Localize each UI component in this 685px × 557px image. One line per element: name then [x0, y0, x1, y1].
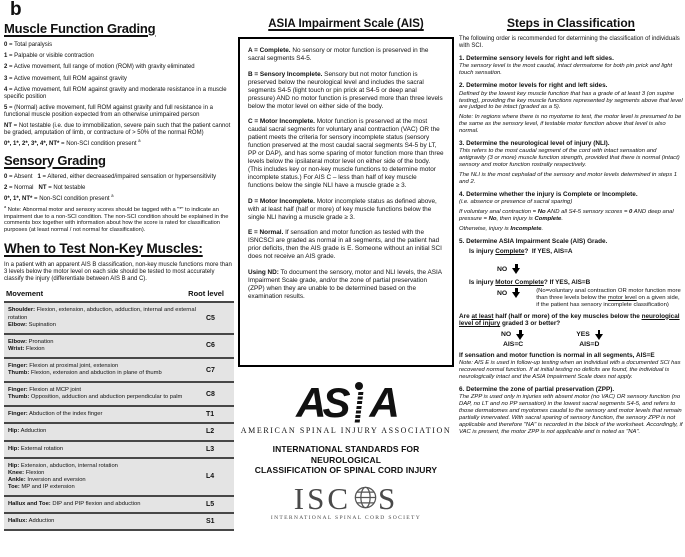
spine-figure-icon [354, 383, 365, 423]
table-row [4, 424, 234, 441]
step-paragraph: Defined by the lowest key muscle function that has a grade of at least 3 (on supine testing), providing the key muscle functions represented by segments above that level are judged to be intact (graded as a 5). [459, 90, 683, 111]
ais-d-result: AIS=D [579, 340, 600, 348]
step5-branches-row [501, 330, 683, 340]
step5-no2-note: (No=voluntary anal contraction OR motor function more than three levels below the motor level on a given side, if the patient has sensory incomplete classification) [536, 288, 681, 308]
asia-logo-letter-a: A [369, 379, 396, 426]
root-level-cell: C8 [206, 390, 215, 398]
root-level-cell: C5 [206, 314, 215, 322]
step-paragraph: Note: In regions where there is no myotome to test, the motor level is presumed to be the same as the sensory level, if testable motor function above that level is also normal. [459, 114, 682, 135]
movement-cell: Shoulder: Flexion, extension, abduction, adduction, internal and external rotation Elbow: Supination [8, 307, 196, 328]
movement-cell: Hip: Adduction [8, 428, 47, 435]
step6-body [459, 394, 683, 435]
muscle-grade-line: 1 = Palpable or visible contraction [4, 53, 94, 60]
root-level-cell: L3 [206, 445, 215, 453]
ais-grade-paragraph: C = Motor Incomplete. Motor function is preserved at the most caudal sacral segments for voluntary anal contraction (VAC) OR the patient meets the criteria for sensory incomplete status (sensory function preserved at the most caudal sacral segments S4-5 by LT, PP or DAP), and has some sparing of motor function more than three levels below the ipsilateral motor level on either side of the body. (This includes key or non-key muscle functions to determine motor incomplete status.) For AIS C – less than half of key muscle functions below the single NLI have a muscle grade ≥ 3. [248, 118, 444, 189]
down-arrow-icon [516, 330, 524, 340]
step-title: 3. Determine the neurological level of injury (NLI). [459, 140, 610, 148]
standards-line-1: INTERNATIONAL STANDARDS FOR NEUROLOGICAL [272, 444, 420, 465]
step5-no2-label: NO [497, 289, 508, 297]
movement-cell: Hallux: Adduction [8, 518, 55, 525]
muscle-grade-line: 4 = Active movement, full ROM against gravity and moderate resistance in a muscle specific position [4, 86, 227, 100]
left-column [4, 0, 234, 531]
ais-c-result: AIS=C [503, 340, 524, 348]
movement-cell: Finger: Flexion at MCP joint Thumb: Opposition, adduction and abduction perpendicular to palm [8, 387, 183, 401]
table-row [4, 514, 234, 529]
table-row [4, 383, 234, 407]
root-level-cell: L2 [206, 428, 215, 436]
sensory-grade-line: 0*, 1*, NT* = Non-SCI condition present $^a$ [4, 192, 114, 202]
step5-yes3-label: YES [576, 331, 590, 339]
standards-title [238, 444, 454, 476]
table-row [4, 459, 234, 497]
movement-column-header: Movement [6, 289, 44, 299]
step-paragraph: Otherwise, injury is Incomplete. [459, 226, 544, 233]
movement-cell: Hip: Extension, abduction, internal rotation Knee: Flexion Ankle: Inversion and eversion Toe: MP and IP extension [8, 462, 118, 490]
sensory-grade-line: 0 = Absent 1 = Altered, either decreased/impaired sensation or hypersensitivity [4, 173, 217, 180]
nonkey-muscles-intro: In a patient with an apparent AIS B classification, non-key muscle functions more than 3 levels below the motor level on each side should be tested to most accurately classify the injury (differentiate between AIS B and C). [4, 261, 232, 283]
table-row [4, 335, 234, 359]
step5-question-half-muscles: Are at least half (half or more) of the key muscles below the neurological level of injury graded 3 or better? [459, 312, 680, 328]
step5-results-row [503, 341, 683, 348]
step-paragraph: This refers to the most caudal segment of the cord with intact sensation and antigravity (3 or more) muscle function strength, provided that there is normal (intact) sensory and motor function rostrally respectively. [459, 148, 680, 169]
step5-question-motor-complete: Is injury Motor Complete? If YES, AIS=B [469, 278, 591, 286]
globe-icon [354, 484, 377, 514]
right-column [459, 6, 683, 438]
iscos-logo-subtitle: INTERNATIONAL SPINAL CORD SOCIETY [270, 514, 422, 521]
movement-cell: Elbow: Pronation Wrist: Flexion [8, 338, 54, 352]
table-row [4, 497, 234, 514]
iscos-logo-suffix: S [378, 480, 399, 516]
sensory-grades-list [4, 174, 234, 203]
muscle-grades-list [4, 42, 234, 148]
root-level-column-header: Root level [188, 289, 224, 299]
step-paragraph: The sensory level is the most caudal, intact dermatome for both pin prick and light touch sensation. [459, 63, 673, 77]
root-level-cell: C7 [206, 366, 215, 374]
ais-e-line: If sensation and motor function is normal in all segments, AIS=E [459, 351, 655, 359]
step-paragraph: (i.e. absence or presence of sacral sparing) [459, 199, 573, 206]
step5-question-complete: Is injury Complete? If YES, AIS=A [469, 248, 573, 256]
step-title: 4. Determine whether the injury is Complete or Incomplete. [459, 191, 638, 198]
root-level-cell: T1 [206, 411, 215, 419]
standards-line-2: CLASSIFICATION OF SPINAL CORD INJURY [254, 465, 438, 475]
table-row [4, 303, 234, 334]
step5-no1-label: NO [497, 265, 508, 273]
ais-grade-paragraph: Using ND: To document the sensory, motor and NLI levels, the ASIA Impairment Scale grade, and/or the zone of partial preservation (ZPP) when they are unable to be determined based on the examination results. [248, 268, 442, 300]
step-title: 1. Determine sensory levels for right and left sides. [459, 55, 614, 62]
ais-grade-paragraph: E = Normal. If sensation and motor function as tested with the ISNCSCI are graded as normal in all segments, and the patient had prior deficits, then the AIS grade is E. Someone without an initial SCI does not receive an AIS grade. [248, 229, 442, 260]
down-arrow-icon [512, 288, 520, 298]
root-level-cell: L4 [206, 473, 215, 481]
middle-column [238, 4, 454, 521]
nonkey-muscles-table [4, 301, 234, 531]
muscle-grade-line: 2 = Active movement, full range of motion (ROM) with gravity eliminated [4, 64, 195, 71]
muscle-grade-line: NT = Not testable (i.e. due to immobilization, severe pain such that the patient cannot be graded, amputation of limb, or contracture of > 50% of the normal ROM) [4, 123, 231, 137]
root-level-cell: L5 [206, 501, 215, 509]
sensory-grade-line: 2 = Normal NT = Not testable [4, 184, 86, 191]
muscle-grade-line: 0*, 1*, 2*, 3*, 4*, NT* = Non-SCI condition present $^a$ [4, 138, 141, 148]
step5-no1-row [497, 258, 683, 276]
table-row [4, 359, 234, 383]
ais-e-note: Note: AIS E is used in follow-up testing when an individual with a documented SCI has recovered normal function. If at initial testing no deficits are found, the individual is neurologically intact and the ASIA Impairment Scale does not apply. [459, 360, 681, 380]
step5-title: 5. Determine ASIA Impairment Scale (AIS) Grade. [459, 238, 608, 246]
step-paragraph: The NLI is the most cephalad of the sensory and motor levels determined in steps 1 and 2. [459, 172, 678, 186]
movement-cell: Finger: Abduction of the index finger [8, 411, 103, 418]
ais-grade-paragraph: D = Motor Incomplete. Motor incomplete status as defined above, with at least half (half or more) of key muscle functions below the single NLI having a muscle grade ≥ 3. [248, 197, 437, 221]
muscle-grade-line: 3 = Active movement, full ROM against gravity [4, 75, 127, 82]
iscos-logo-word [238, 480, 454, 516]
sensory-grading-heading: Sensory Grading [4, 152, 106, 168]
iscos-logo-prefix: ISC [293, 480, 351, 516]
table-row [4, 407, 234, 424]
step-title: 2. Determine motor levels for right and left sides. [459, 82, 608, 90]
ais-grades-box [238, 37, 454, 367]
muscle-function-grading-heading: Muscle Function Grading [4, 21, 156, 36]
asia-logo-subtitle: AMERICAN SPINAL INJURY ASSOCIATION [240, 426, 452, 435]
movement-cell: Hip: External rotation [8, 445, 64, 452]
step-paragraph: The ZPP is used only in injuries with absent motor (no VAC) OR sensory function (no DAP, no LT and no PP sensation) in the lowest sacral segments S4-5, and refers to those dermatomes and myotomes caudal to the sensory and motor levels that remain partially innervated. With sacral sparing of sensory function, the sensory ZPP is not applicable and therefore "NA" is recorded in the block of the worksheet. Accordingly, if VAC is present, the motor ZPP is not applicable and is noted as "NA". [459, 394, 683, 435]
steps-list [459, 55, 683, 233]
step5-no3-label: NO [501, 331, 512, 339]
down-arrow-icon [595, 330, 603, 340]
muscle-grade-line: 0 = Total paralysis [4, 42, 53, 48]
ais-grade-paragraph: B = Sensory Incomplete. Sensory but not motor function is preserved below the neurological level and includes the sacral segments S4-5 (light touch or pin prick at S4-5 or deep anal pressure) AND no motor function is preserved more than three levels below the motor level on either side of the body. [248, 70, 443, 110]
ais-heading: ASIA Impairment Scale (AIS) [268, 18, 424, 30]
asia-logo [238, 381, 454, 435]
steps-intro: The following order is recommended for determining the classification of individuals with SCI. [459, 36, 680, 49]
asia-logo-letters-as: AS [296, 379, 347, 426]
movement-cell: Hallux and Toe: DIP and PIP flexion and abduction [8, 500, 141, 507]
nonkey-muscles-heading: When to Test Non-Key Muscles: [4, 240, 203, 256]
non-sci-footnote: $^a$ Note: Abnormal motor and sensory scores should be tagged with a "*" to indicate an impairment due to a non-SCI condition. The non-SCI condition should be explained in the comments box together with information about how the score is rated for classification purposes (at least normal / not normal for classification). [4, 204, 229, 234]
step6-title: 6. Determine the zone of partial preservation (ZPP). [459, 385, 615, 393]
muscle-grade-line: 5 = (Normal) active movement, full ROM against gravity and full resistance in a functional muscle position expected from an otherwise unimpaired person [4, 104, 213, 118]
step-paragraph: If voluntary anal contraction = No AND all S4-5 sensory scores = 0 AND deep anal pressure = No, then injury is Complete. [459, 209, 674, 223]
ais-grade-paragraph: A = Complete. No sensory or motor function is preserved in the sacral segments S4-5. [248, 47, 429, 62]
movement-cell: Finger: Flexion at proximal joint, extension Thumb: Flexion, extension and abduction in plane of thumb [8, 362, 162, 377]
down-arrow-icon [512, 264, 520, 274]
nonkey-table-header [4, 289, 234, 298]
figure-label: b [10, 0, 22, 20]
root-level-cell: C6 [206, 342, 215, 350]
asia-logo-word [238, 379, 454, 426]
step5-no2-row [497, 288, 683, 308]
steps-heading: Steps in Classification [506, 16, 636, 30]
iscos-logo [238, 480, 454, 521]
table-row [4, 442, 234, 459]
root-level-cell: S1 [206, 518, 215, 526]
